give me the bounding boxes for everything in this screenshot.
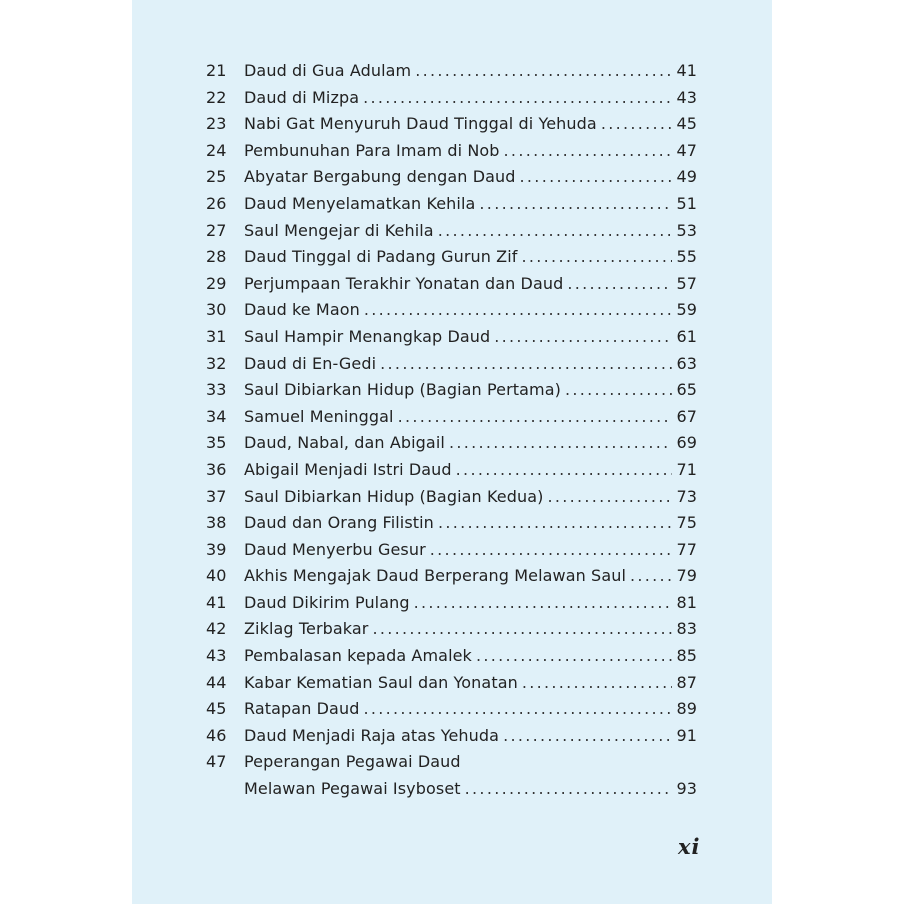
dot-leader xyxy=(415,58,672,85)
toc-entry-page: 57 xyxy=(676,273,697,293)
toc-entry-title: Samuel Meninggal xyxy=(244,406,394,426)
toc-entry-page: 47 xyxy=(676,140,697,160)
toc-entry xyxy=(132,404,772,431)
dot-leader xyxy=(372,616,672,643)
toc-entry xyxy=(132,510,772,537)
toc-entry-number: 29 xyxy=(206,273,227,293)
toc-entry-title-line1: Peperangan Pegawai Daud xyxy=(244,752,461,772)
toc-entry-title: Daud di En-Gedi xyxy=(244,353,377,373)
toc-entry-page: 45 xyxy=(676,114,697,134)
dot-leader xyxy=(364,297,673,324)
toc-entry xyxy=(132,324,772,351)
toc-entry-title: Ziklag Terbakar xyxy=(244,619,369,639)
toc-entry-title: Akhis Mengajak Daud Berperang Melawan Saul xyxy=(244,566,627,586)
dot-leader xyxy=(449,430,673,457)
toc-entry-page: 71 xyxy=(676,459,697,479)
toc-entry-page: 55 xyxy=(676,247,697,267)
toc-entry-page: 63 xyxy=(676,353,697,373)
toc-entry xyxy=(132,430,772,457)
toc-entry xyxy=(132,244,772,271)
table-of-contents xyxy=(132,58,772,803)
toc-entry-number: 23 xyxy=(206,114,227,134)
dot-leader xyxy=(414,590,673,617)
toc-entry-page: 93 xyxy=(676,779,697,799)
toc-entry-number: 41 xyxy=(206,592,227,612)
toc-entry-number: 46 xyxy=(206,725,227,745)
toc-entry-page: 53 xyxy=(676,220,697,240)
dot-leader xyxy=(504,138,673,165)
toc-entry xyxy=(132,138,772,165)
toc-entry-title: Nabi Gat Menyuruh Daud Tinggal di Yehuda xyxy=(244,114,597,134)
toc-entry-number: 32 xyxy=(206,353,227,373)
dot-leader xyxy=(494,324,672,351)
dot-leader xyxy=(438,510,673,537)
dot-leader xyxy=(465,776,673,803)
toc-entry-page: 81 xyxy=(676,592,697,612)
dot-leader xyxy=(601,111,673,138)
toc-entry-title: Abyatar Bergabung dengan Daud xyxy=(244,167,516,187)
toc-entry-page: 79 xyxy=(676,566,697,586)
toc-entry xyxy=(132,457,772,484)
toc-entry-title: Ratapan Daud xyxy=(244,699,360,719)
toc-entry-title: Saul Dibiarkan Hidup (Bagian Pertama) xyxy=(244,380,561,400)
toc-entry-number: 36 xyxy=(206,459,227,479)
toc-entry-title: Kabar Kematian Saul dan Yonatan xyxy=(244,672,518,692)
toc-entry-title: Saul Mengejar di Kehila xyxy=(244,220,434,240)
toc-entry-page: 65 xyxy=(676,380,697,400)
toc-entry-number: 35 xyxy=(206,433,227,453)
toc-entry xyxy=(132,351,772,378)
toc-entry-number: 40 xyxy=(206,566,227,586)
dot-leader xyxy=(630,563,672,590)
toc-entry-47-line1 xyxy=(132,749,772,776)
toc-entry-page: 75 xyxy=(676,513,697,533)
toc-entry-page: 59 xyxy=(676,300,697,320)
dot-leader xyxy=(363,85,672,112)
toc-entry-page: 69 xyxy=(676,433,697,453)
toc-entry xyxy=(132,85,772,112)
toc-entry-title: Daud Dikirim Pulang xyxy=(244,592,410,612)
toc-entry-47-line2 xyxy=(132,776,772,803)
toc-entry-title: Saul Dibiarkan Hidup (Bagian Kedua) xyxy=(244,486,544,506)
dot-leader xyxy=(476,643,673,670)
dot-leader xyxy=(398,404,673,431)
toc-entry-number: 25 xyxy=(206,167,227,187)
toc-entry-title: Pembunuhan Para Imam di Nob xyxy=(244,140,500,160)
toc-entry-number: 38 xyxy=(206,513,227,533)
toc-entry-title-line2: Melawan Pegawai Isyboset xyxy=(244,779,461,799)
dot-leader xyxy=(520,164,673,191)
toc-entry-title: Saul Hampir Menangkap Daud xyxy=(244,326,491,346)
dot-leader xyxy=(522,244,673,271)
toc-entry-number: 21 xyxy=(206,61,227,80)
toc-entry-number: 37 xyxy=(206,486,227,506)
toc-entry-number: 28 xyxy=(206,247,227,267)
toc-entry xyxy=(132,191,772,218)
toc-entry-title: Daud Menyelamatkan Kehila xyxy=(244,193,476,213)
toc-entry-page: 51 xyxy=(676,193,697,213)
dot-leader xyxy=(363,696,672,723)
toc-entry-title: Perjumpaan Terakhir Yonatan dan Daud xyxy=(244,273,564,293)
dot-leader xyxy=(430,537,673,564)
toc-entry-title: Daud di Gua Adulam xyxy=(244,61,412,80)
toc-entry-page: 73 xyxy=(676,486,697,506)
toc-entry-number: 45 xyxy=(206,699,227,719)
toc-entry xyxy=(132,670,772,697)
toc-entry-page: 91 xyxy=(676,725,697,745)
toc-entry-number: 34 xyxy=(206,406,227,426)
toc-entry-title: Daud Menjadi Raja atas Yehuda xyxy=(244,725,500,745)
toc-entry-number: 26 xyxy=(206,193,227,213)
toc-entry xyxy=(132,58,772,85)
toc-entry xyxy=(132,111,772,138)
toc-entry xyxy=(132,590,772,617)
toc-entry-page: 67 xyxy=(676,406,697,426)
toc-entry xyxy=(132,696,772,723)
toc-entry-number: 42 xyxy=(206,619,227,639)
toc-entry xyxy=(132,537,772,564)
dot-leader xyxy=(438,218,673,245)
dot-leader xyxy=(380,351,672,378)
dot-leader xyxy=(567,271,672,298)
toc-entry-page: 43 xyxy=(676,87,697,107)
dot-leader xyxy=(547,484,672,511)
toc-entry xyxy=(132,218,772,245)
toc-entry xyxy=(132,563,772,590)
toc-entry-page: 87 xyxy=(676,672,697,692)
dot-leader xyxy=(456,457,673,484)
toc-entry xyxy=(132,164,772,191)
book-page xyxy=(132,0,772,904)
toc-entry xyxy=(132,723,772,750)
dot-leader xyxy=(503,723,672,750)
toc-entry xyxy=(132,643,772,670)
toc-entry-number: 22 xyxy=(206,87,227,107)
toc-entry-page: 89 xyxy=(676,699,697,719)
toc-entry-number: 44 xyxy=(206,672,227,692)
toc-entry-page: 61 xyxy=(676,326,697,346)
page-number-folio: xi xyxy=(678,834,701,859)
toc-entry-page: 83 xyxy=(676,619,697,639)
toc-entry-number: 33 xyxy=(206,380,227,400)
toc-entry-page: 41 xyxy=(676,61,697,80)
toc-entry-number: 30 xyxy=(206,300,227,320)
toc-entry-title: Daud dan Orang Filistin xyxy=(244,513,434,533)
toc-entry-title: Daud, Nabal, dan Abigail xyxy=(244,433,445,453)
toc-entry xyxy=(132,377,772,404)
toc-entry-title: Daud ke Maon xyxy=(244,300,360,320)
toc-entry-title: Daud Menyerbu Gesur xyxy=(244,539,426,559)
toc-entry-number: 24 xyxy=(206,140,227,160)
toc-entry xyxy=(132,484,772,511)
toc-entry xyxy=(132,271,772,298)
toc-entry-title: Abigail Menjadi Istri Daud xyxy=(244,459,452,479)
dot-leader xyxy=(479,191,672,218)
toc-entry-number: 27 xyxy=(206,220,227,240)
toc-entry-number: 39 xyxy=(206,539,227,559)
toc-entry-number: 43 xyxy=(206,646,227,666)
toc-entry-page: 49 xyxy=(676,167,697,187)
toc-entry xyxy=(132,297,772,324)
toc-entry-page: 85 xyxy=(676,646,697,666)
toc-entry-number: 31 xyxy=(206,326,227,346)
toc-entry-title: Daud di Mizpa xyxy=(244,87,360,107)
dot-leader xyxy=(565,377,672,404)
dot-leader xyxy=(522,670,673,697)
toc-entry-title: Pembalasan kepada Amalek xyxy=(244,646,472,666)
toc-entry-page: 77 xyxy=(676,539,697,559)
toc-entry-title: Daud Tinggal di Padang Gurun Zif xyxy=(244,247,518,267)
toc-entry-number: 47 xyxy=(206,752,227,772)
toc-entry xyxy=(132,616,772,643)
